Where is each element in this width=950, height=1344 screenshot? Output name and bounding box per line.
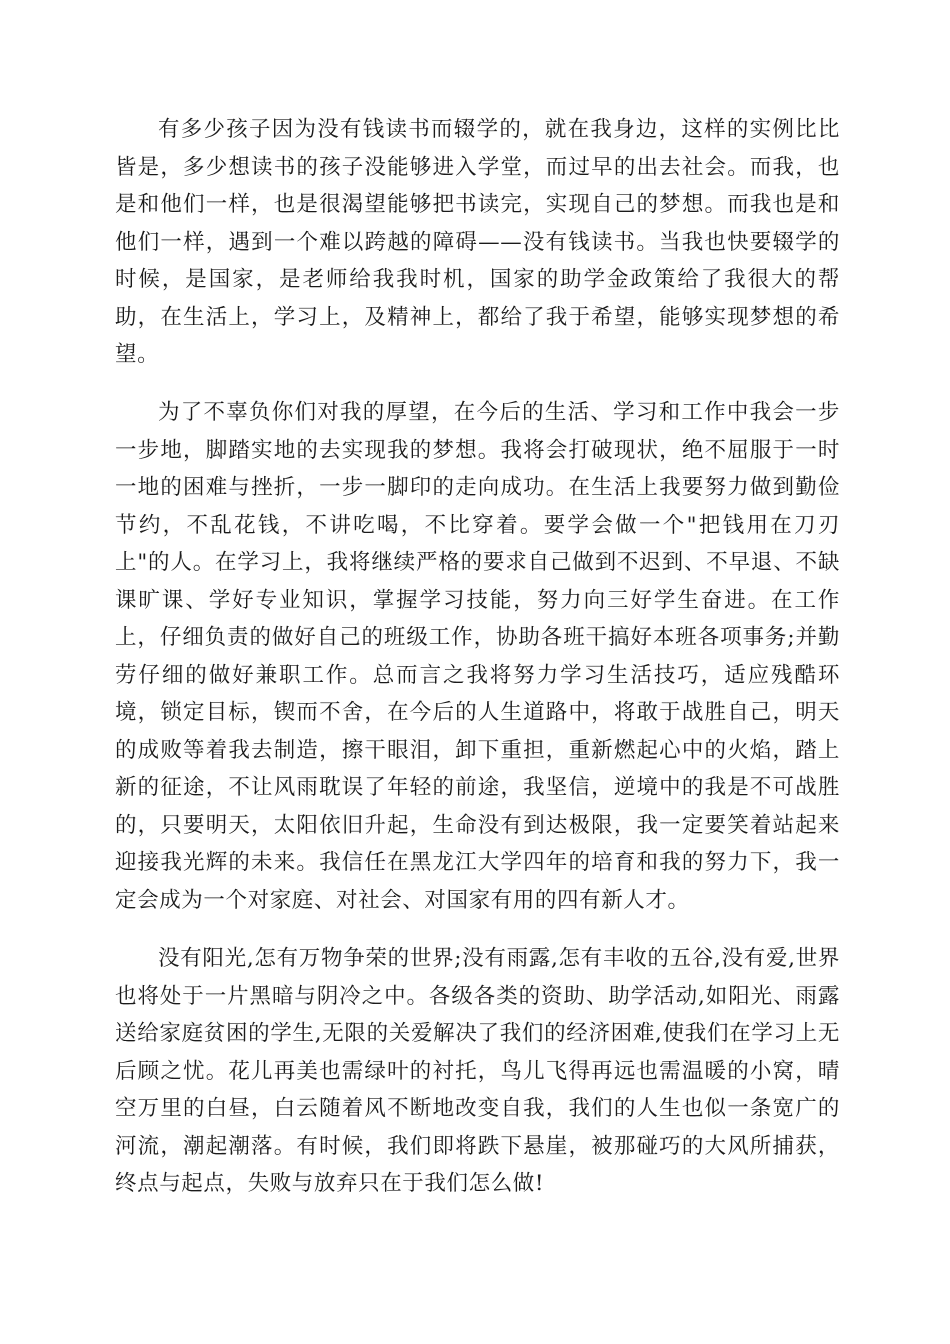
paragraph-3: 没有阳光,怎有万物争荣的世界;没有雨露,怎有丰收的五谷,没有爱,世界也将处于一片黑暗与阴冷之中。各级各类的资助、助学活动,如阳光、雨露送给家庭贫困的学生,无限的关爱解决了我们的经济困难,使我们在学习上无后顾之忧。花儿再美也需绿叶的衬托，鸟儿飞得再远也需温暖的小窝，晴空万里的白昼，白云随着风不断地改变自我，我们的人生也似一条宽广的河流，潮起潮落。有时候，我们即将跌下悬崖，被那碰巧的大风所捕获，终点与起点，失败与放弃只在于我们怎么做! [115, 946, 840, 1196]
paragraph-2: 为了不辜负你们对我的厚望，在今后的生活、学习和工作中我会一步一步地，脚踏实地的去实现我的梦想。我将会打破现状，绝不屈服于一时一地的困难与挫折，一步一脚印的走向成功。在生活上我要努力做到勤俭节约，不乱花钱，不讲吃喝，不比穿着。要学会做一个"把钱用在刀刃上"的人。在学习上，我将继续严格的要求自己做到不迟到、不早退、不缺课旷课、学好专业知识，掌握学习技能，努力向三好学生奋进。在工作上，仔细负责的做好自己的班级工作，协助各班干搞好本班各项事务;并勤劳仔细的做好兼职工作。总而言之我将努力学习生活技巧，适应残酷环境，锁定目标，锲而不舍，在今后的人生道路中，将敢于战胜自己，明天的成败等着我去制造，擦干眼泪，卸下重担，重新燃起心中的火焰，踏上新的征途，不让风雨耽误了年轻的前途，我坚信，逆境中的我是不可战胜的，只要明天，太阳依旧升起，生命没有到达极限，我一定要笑着站起来迎接我光辉的未来。我信任在黑龙江大学四年的培育和我的努力下，我一定会成为一个对家庭、对社会、对国家有用的四有新人才。 [115, 400, 840, 913]
paragraph-1: 有多少孩子因为没有钱读书而辍学的，就在我身边，这样的实例比比皆是，多少想读书的孩子没能够进入学堂，而过早的出去社会。而我，也是和他们一样，也是很渴望能够把书读完，实现自己的梦想。而我也是和他们一样，遇到一个难以跨越的障碍——没有钱读书。当我也快要辍学的时候，是国家，是老师给我我时机，国家的助学金政策给了我很大的帮助，在生活上，学习上，及精神上，都给了我于希望，能够实现梦想的希望。 [115, 117, 840, 367]
